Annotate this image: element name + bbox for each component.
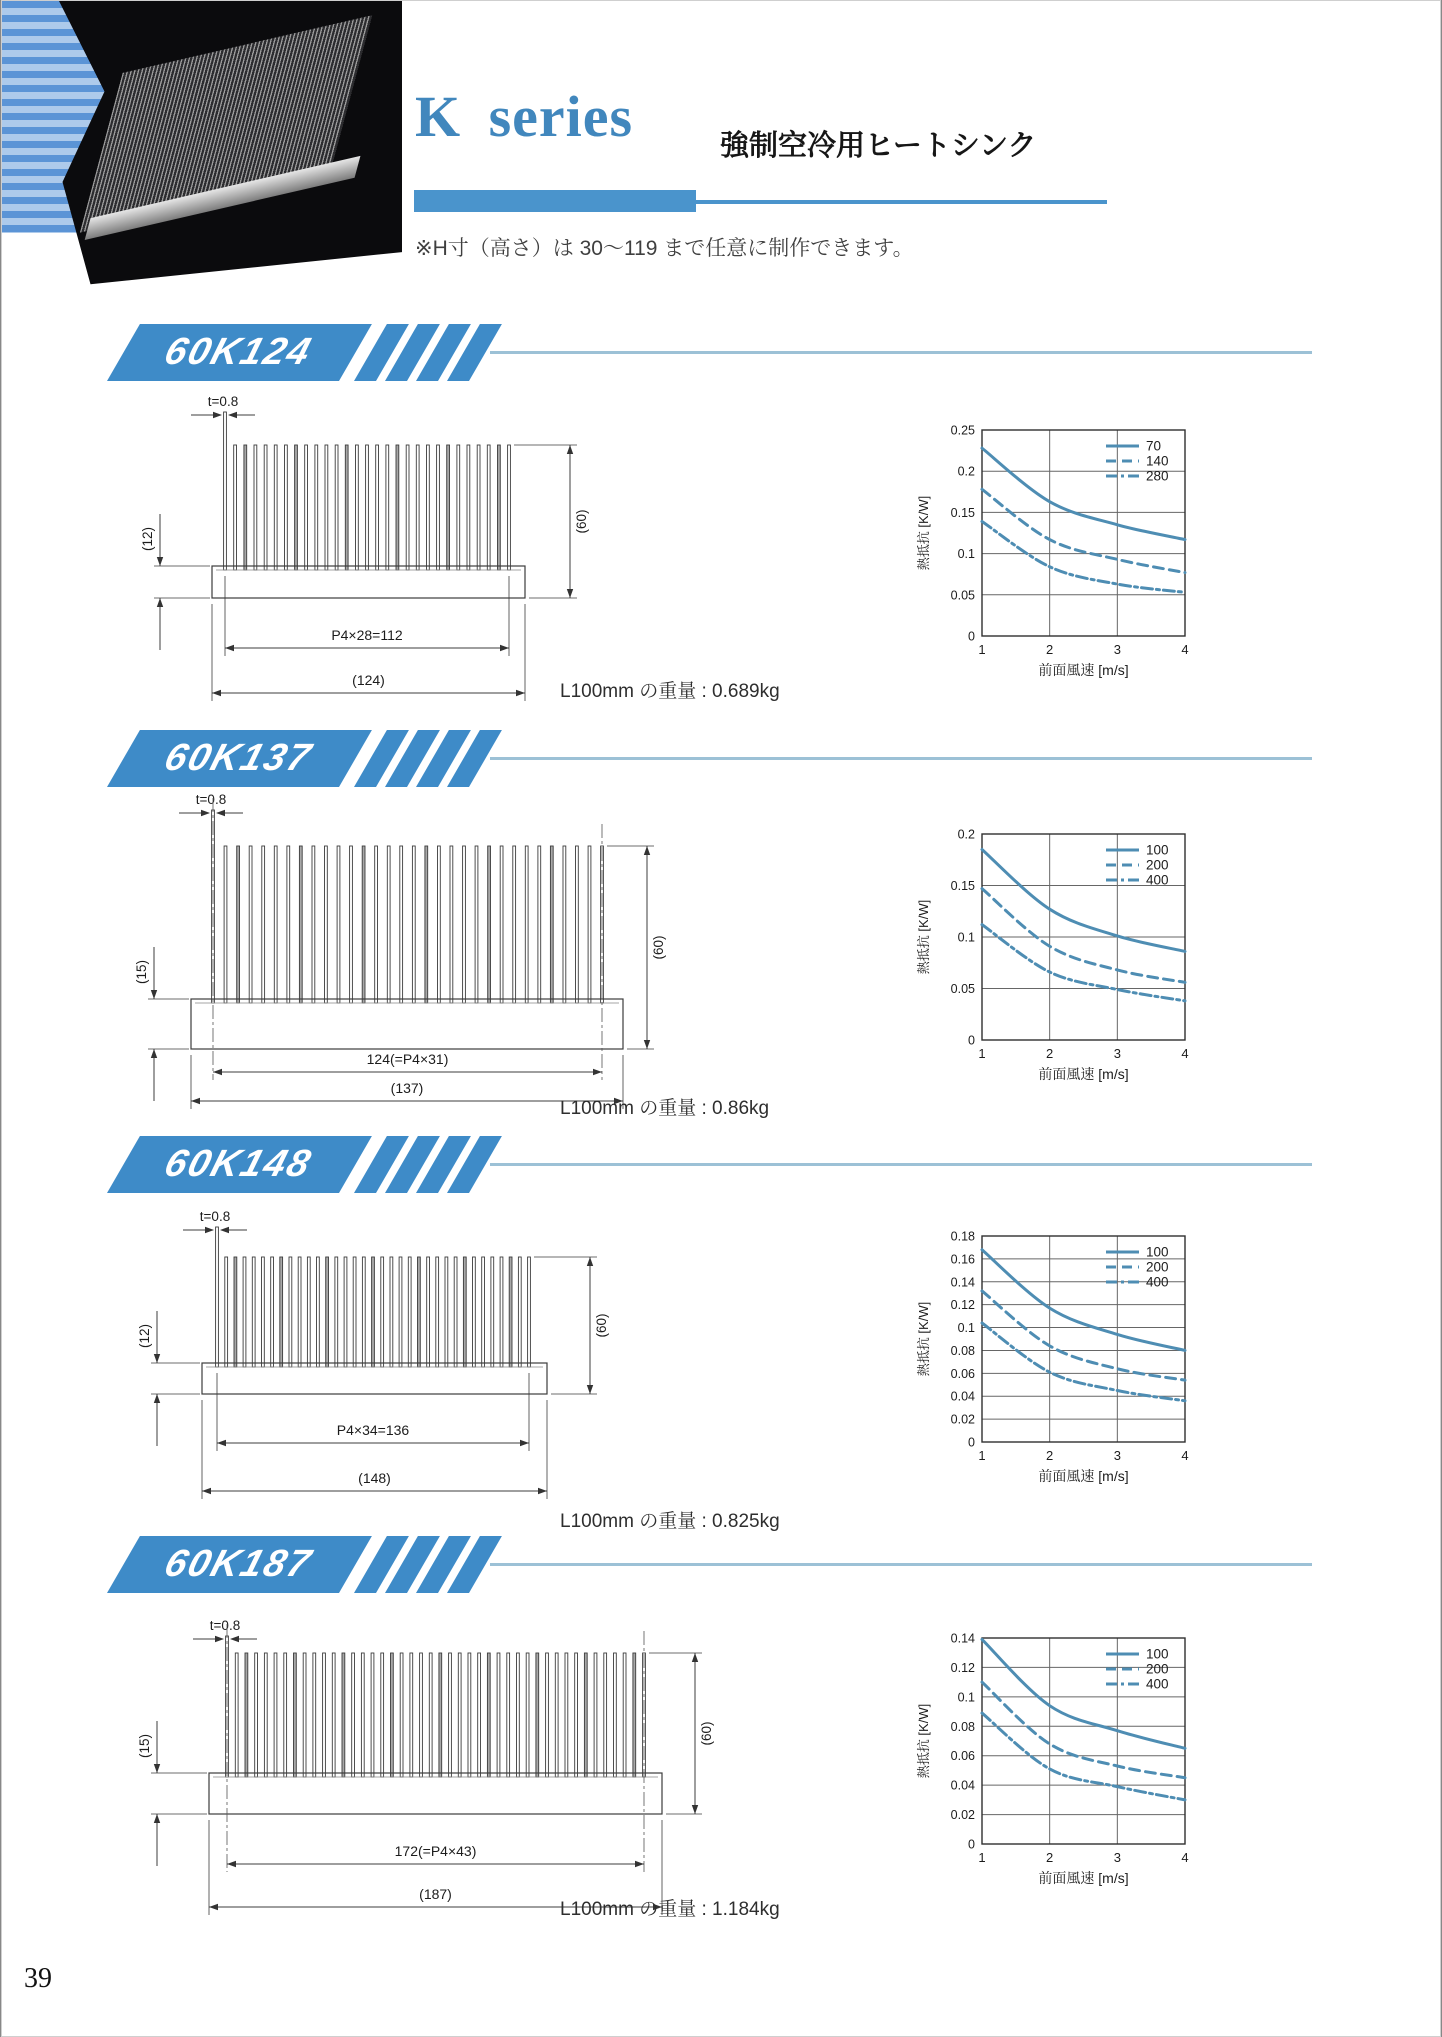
catalog-page <box>1 0 1441 2037</box>
svg-text:172(=P4×43): 172(=P4×43) <box>394 1843 477 1859</box>
svg-text:熱抵抗 [K/W]: 熱抵抗 [K/W] <box>916 1301 931 1377</box>
svg-text:400: 400 <box>1146 1676 1169 1692</box>
weight-label: L100mm の重量 : 0.86kg <box>560 1098 770 1119</box>
model-name: 60K148 <box>159 1143 317 1185</box>
svg-text:前面風速 [m/s]: 前面風速 [m/s] <box>1038 662 1129 678</box>
svg-text:P4×34=136: P4×34=136 <box>336 1422 410 1438</box>
svg-text:(148): (148) <box>358 1470 391 1486</box>
svg-text:t=0.8: t=0.8 <box>207 394 239 409</box>
svg-text:100: 100 <box>1146 1646 1169 1662</box>
svg-text:0.08: 0.08 <box>950 1343 975 1358</box>
svg-text:0.1: 0.1 <box>957 930 975 945</box>
svg-text:2: 2 <box>1046 1448 1054 1463</box>
svg-text:0.02: 0.02 <box>950 1412 975 1427</box>
section-rule-line <box>490 1563 1312 1566</box>
svg-text:(60): (60) <box>651 935 666 960</box>
technical-drawing <box>102 1208 662 1513</box>
svg-text:1: 1 <box>978 1046 986 1061</box>
svg-text:t=0.8: t=0.8 <box>199 1209 231 1224</box>
svg-text:1: 1 <box>978 642 986 657</box>
svg-text:熱抵抗 [K/W]: 熱抵抗 [K/W] <box>916 1703 931 1779</box>
thermal-resistance-chart <box>902 1626 1292 1911</box>
svg-text:前面風速 [m/s]: 前面風速 [m/s] <box>1038 1468 1129 1484</box>
page-subtitle: 強制空冷用ヒートシンク <box>720 130 1037 162</box>
svg-text:2: 2 <box>1046 642 1054 657</box>
svg-text:1: 1 <box>978 1448 986 1463</box>
svg-text:0.18: 0.18 <box>950 1229 975 1244</box>
svg-text:0.15: 0.15 <box>950 505 975 520</box>
section-banner <box>107 324 372 381</box>
svg-text:0.12: 0.12 <box>950 1660 975 1675</box>
svg-text:0: 0 <box>968 1033 975 1048</box>
svg-text:(15): (15) <box>134 959 149 985</box>
svg-text:前面風速 [m/s]: 前面風速 [m/s] <box>1038 1066 1129 1082</box>
svg-text:400: 400 <box>1146 872 1169 888</box>
section-rule-line <box>490 1163 1312 1166</box>
svg-text:(15): (15) <box>137 1733 152 1759</box>
section-rule-line <box>490 757 1312 760</box>
svg-text:0.2: 0.2 <box>957 464 975 479</box>
svg-text:140: 140 <box>1146 453 1169 469</box>
svg-text:0.14: 0.14 <box>950 1275 975 1290</box>
svg-text:前面風速 [m/s]: 前面風速 [m/s] <box>1038 1870 1129 1886</box>
svg-text:0.02: 0.02 <box>950 1808 975 1823</box>
svg-text:P4×28=112: P4×28=112 <box>331 627 403 643</box>
svg-text:0.1: 0.1 <box>957 1690 975 1705</box>
svg-text:t=0.8: t=0.8 <box>209 1618 241 1633</box>
svg-text:(60): (60) <box>574 509 589 534</box>
svg-text:3: 3 <box>1113 1448 1121 1463</box>
svg-text:100: 100 <box>1146 1244 1169 1260</box>
svg-text:3: 3 <box>1113 1850 1121 1865</box>
svg-text:1: 1 <box>978 1850 986 1865</box>
svg-text:0: 0 <box>968 1837 975 1852</box>
svg-text:0.2: 0.2 <box>957 827 975 842</box>
model-name: 60K187 <box>159 1543 317 1585</box>
svg-text:4: 4 <box>1181 1448 1189 1463</box>
technical-drawing <box>102 792 702 1136</box>
svg-text:0.04: 0.04 <box>950 1778 975 1793</box>
section-60K124 <box>2 324 1442 736</box>
svg-text:100: 100 <box>1146 842 1169 858</box>
thermal-resistance-chart <box>902 822 1292 1107</box>
header-note: ※H寸（高さ）は 30～119 まで任意に制作できます。 <box>415 237 914 260</box>
svg-text:3: 3 <box>1113 642 1121 657</box>
svg-text:(60): (60) <box>594 1313 609 1338</box>
svg-text:0.08: 0.08 <box>950 1719 975 1734</box>
svg-text:0.25: 0.25 <box>950 423 975 438</box>
svg-text:(124): (124) <box>352 672 385 688</box>
svg-text:4: 4 <box>1181 642 1189 657</box>
svg-text:(12): (12) <box>140 526 155 552</box>
page-number: 39 <box>24 1963 52 1994</box>
svg-text:400: 400 <box>1146 1274 1169 1290</box>
section-banner <box>107 1536 372 1593</box>
svg-text:0.1: 0.1 <box>957 1321 975 1336</box>
section-rule-line <box>490 351 1312 354</box>
svg-text:0.05: 0.05 <box>950 982 975 996</box>
svg-text:熱抵抗 [K/W]: 熱抵抗 [K/W] <box>916 495 931 571</box>
svg-text:124(=P4×31): 124(=P4×31) <box>366 1051 449 1067</box>
svg-text:2: 2 <box>1046 1850 1054 1865</box>
svg-text:0: 0 <box>968 1435 975 1450</box>
thermal-resistance-chart <box>902 1224 1292 1509</box>
page-title: K series <box>415 84 634 149</box>
svg-text:0.06: 0.06 <box>950 1366 975 1381</box>
svg-text:0.12: 0.12 <box>950 1298 975 1313</box>
technical-drawing <box>102 1619 732 1929</box>
svg-text:280: 280 <box>1146 468 1169 484</box>
svg-text:0.14: 0.14 <box>950 1631 975 1646</box>
svg-text:0.05: 0.05 <box>950 588 975 603</box>
title-underline-line <box>414 200 1107 204</box>
svg-text:200: 200 <box>1146 857 1169 873</box>
section-60K187 <box>2 1536 1442 1948</box>
svg-text:200: 200 <box>1146 1259 1169 1275</box>
svg-text:0.15: 0.15 <box>950 879 975 893</box>
model-name: 60K124 <box>159 331 317 373</box>
weight-label: L100mm の重量 : 0.689kg <box>560 681 780 702</box>
section-banner <box>107 730 372 787</box>
svg-text:0: 0 <box>968 629 975 644</box>
svg-text:熱抵抗 [K/W]: 熱抵抗 [K/W] <box>916 899 931 975</box>
section-60K137 <box>2 730 1442 1142</box>
model-name: 60K137 <box>159 737 317 779</box>
svg-text:(137): (137) <box>390 1080 424 1096</box>
weight-label: L100mm の重量 : 0.825kg <box>560 1511 780 1532</box>
svg-text:0.06: 0.06 <box>950 1749 975 1764</box>
svg-text:4: 4 <box>1181 1850 1189 1865</box>
svg-text:(187): (187) <box>419 1886 452 1902</box>
section-60K148 <box>2 1136 1442 1548</box>
thermal-resistance-chart <box>902 418 1292 703</box>
svg-text:4: 4 <box>1181 1046 1189 1061</box>
product-photo <box>52 1 402 293</box>
svg-text:3: 3 <box>1113 1046 1121 1061</box>
svg-text:(12): (12) <box>137 1323 152 1349</box>
section-banner <box>107 1136 372 1193</box>
svg-text:200: 200 <box>1146 1661 1169 1677</box>
svg-text:0.16: 0.16 <box>950 1252 975 1267</box>
svg-text:t=0.8: t=0.8 <box>195 792 227 807</box>
weight-label: L100mm の重量 : 1.184kg <box>560 1899 780 1920</box>
svg-text:2: 2 <box>1046 1046 1054 1061</box>
svg-text:70: 70 <box>1146 438 1162 454</box>
svg-text:0.1: 0.1 <box>957 547 975 562</box>
svg-text:(60): (60) <box>699 1721 714 1746</box>
technical-drawing <box>102 396 602 711</box>
svg-text:0.04: 0.04 <box>950 1389 975 1404</box>
